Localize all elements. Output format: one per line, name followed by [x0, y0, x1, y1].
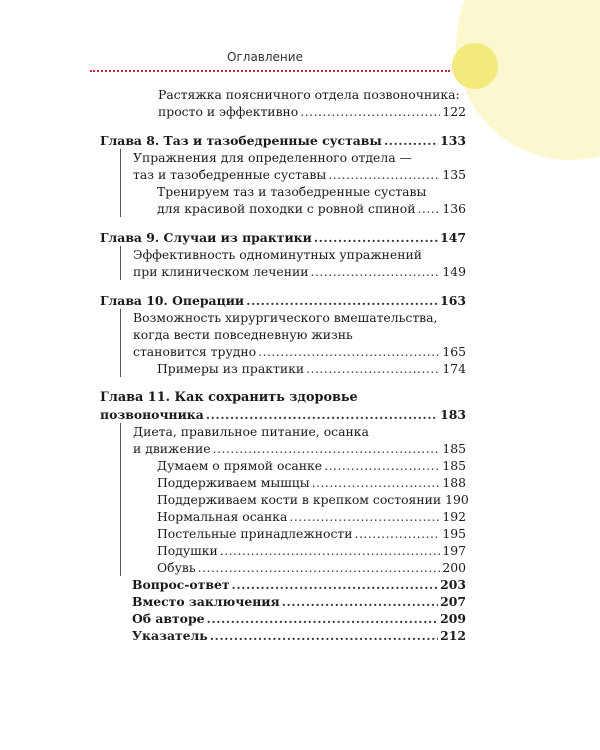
toc-entry: Вместо заключения ..... 207: [132, 593, 466, 610]
toc-entry: Поддерживаем кости в крепком состоянии 190: [157, 492, 469, 507]
toc-chapter-9: Глава 9. Случаи из практики ..... 147 Эффективность одноминутных упражнений при клиническом лечении ..... 149: [100, 229, 466, 280]
toc-entry: Указатель ..... 212: [132, 627, 466, 644]
toc-entry: Нормальная осанка ..... 192: [157, 508, 466, 525]
table-of-contents: [100, 86, 469, 644]
toc-entry: Тренируем таз и тазобедренные суставы для красивой походки с ровной спиной ..... 136: [157, 183, 466, 217]
toc-entry: Вопрос-ответ ..... 203: [132, 576, 466, 593]
toc-entry: Возможность хирургического вмешательства, когда вести повседневную жизнь становится трудно ..... 165: [133, 309, 466, 360]
toc-entry: Примеры из практики ..... 174: [157, 360, 466, 377]
toc-chapter-8: Глава 8. Таз и тазобедренные суставы ..... 133 Упражнения для определенного отдела — таз и тазобедренные суставы ..... 135 Тренируем таз и тазобедренные суставы для красивой походки с ровной спиной ..... 136: [100, 132, 466, 217]
toc-chapter-11: Глава 11. Как сохранить здоровье позвоночника ..... 183 Диета, правильное питание, осанка и движение ..... 185 Думаем о прямой осанке ..... 185 Поддерживаем мышцы ..... 188 Поддерживаем кости в крепком состоянии 190 Нормальная осанка ..... 192 Постельные принадлежности ..... 195 Подушки ..... 197 Обувь ..... 200: [100, 389, 466, 576]
toc-entry: Растяжка поясничного отдела позвоночника: просто и эффективно ..... 122: [158, 86, 466, 120]
toc-entry: Постельные принадлежности ..... 195: [157, 525, 466, 542]
toc-entry: Думаем о прямой осанке ..... 185: [157, 457, 466, 474]
decorative-small-yellow-circle: [452, 43, 498, 89]
toc-entry: Диета, правильное питание, осанка и движение ..... 185: [133, 423, 466, 457]
toc-entry: Поддерживаем мышцы ..... 188: [157, 474, 466, 491]
header-dotted-rule: [90, 70, 450, 72]
toc-entry: Упражнения для определенного отдела — таз и тазобедренные суставы ..... 135: [133, 149, 466, 183]
toc-entry: Об авторе ..... 209: [132, 610, 466, 627]
toc-entry: Обувь ..... 200: [157, 559, 466, 576]
toc-chapter-10: Глава 10. Операции ..... 163 Возможность хирургического вмешательства, когда вести повседневную жизнь становится трудно ..... 165 Примеры из практики ..... 174: [100, 292, 466, 377]
toc-entry: Подушки ..... 197: [157, 542, 466, 559]
page-header: Оглавление: [227, 50, 303, 64]
toc-entry: Эффективность одноминутных упражнений при клиническом лечении ..... 149: [133, 246, 466, 280]
